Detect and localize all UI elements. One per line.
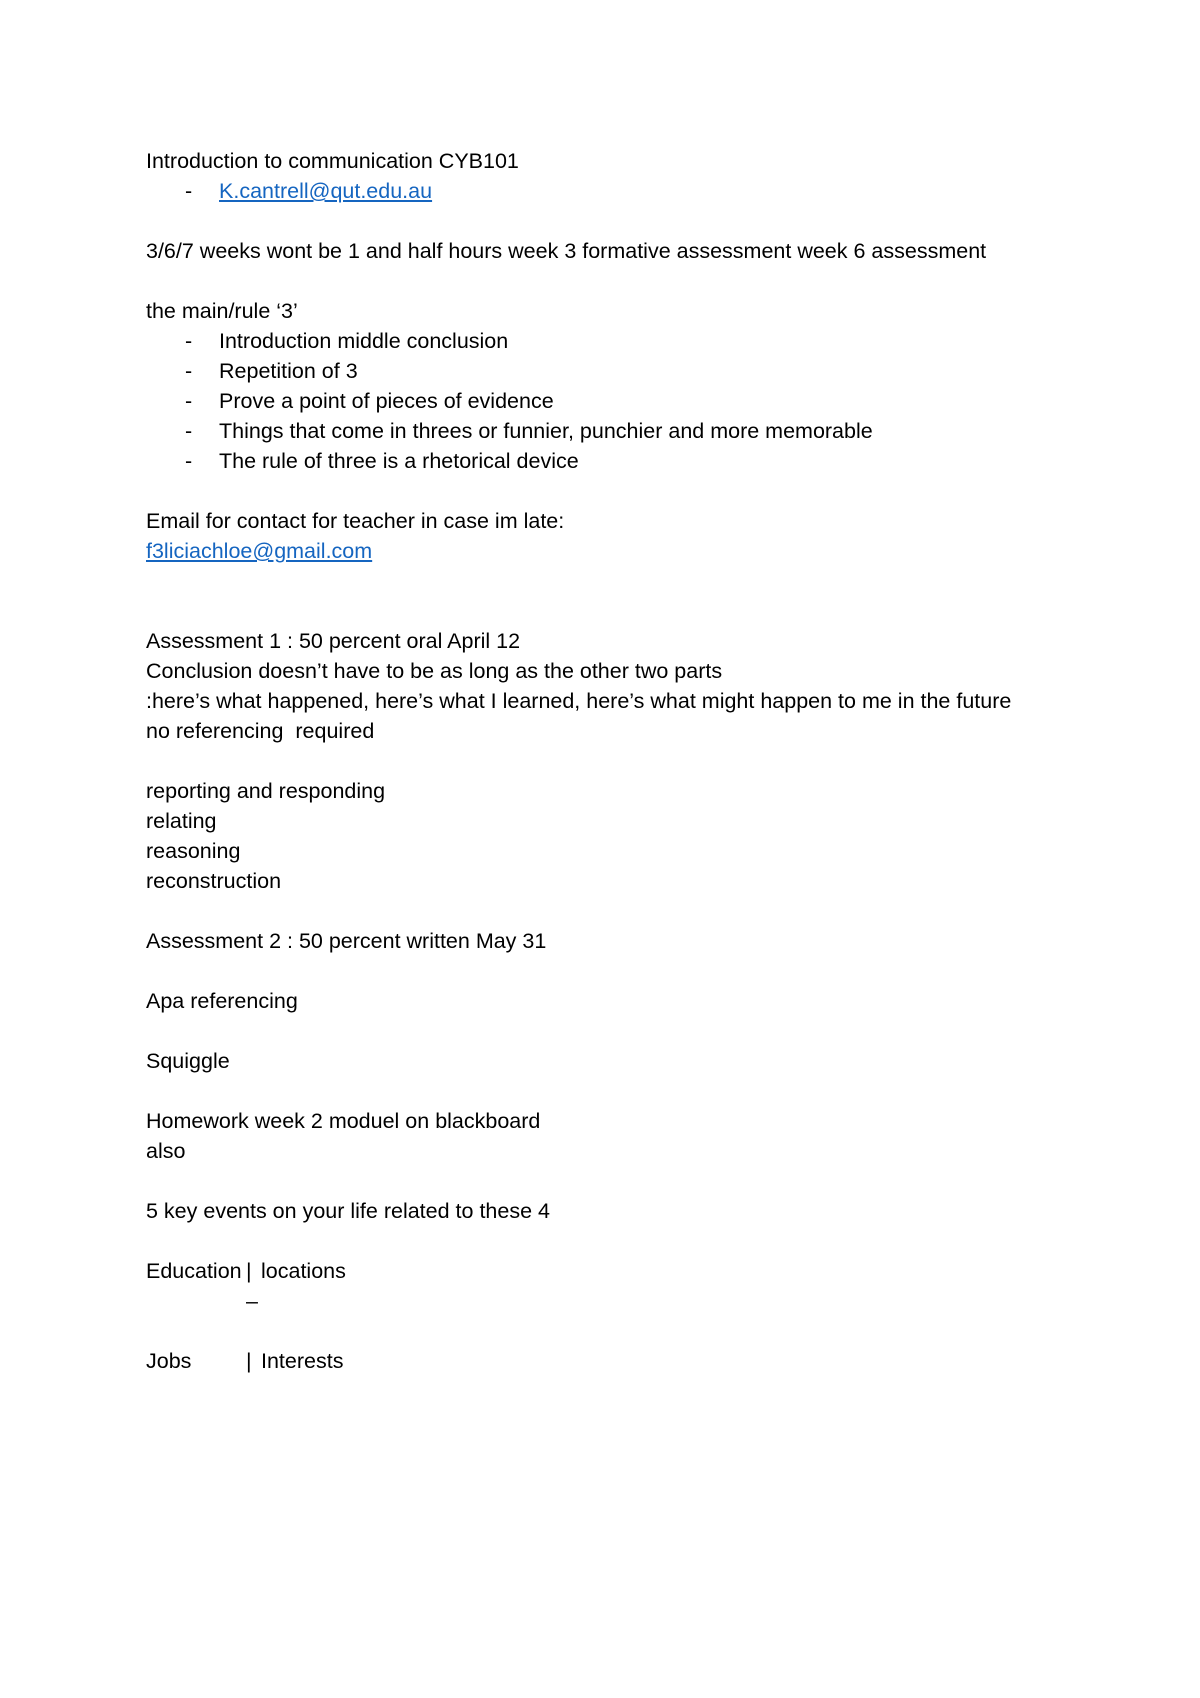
- four-rs-item: reporting and responding: [146, 779, 386, 803]
- list-item-text: Repetition of 3: [219, 359, 358, 383]
- assessment1-heading: Assessment 1 : 50 percent oral April 12: [146, 629, 521, 653]
- list-item: [146, 326, 1086, 356]
- assessment1-line: no referencing required: [146, 719, 375, 743]
- grid-cell-jobs: Jobs: [146, 1349, 192, 1373]
- contact-label: Email for contact for teacher in case im late:: [146, 509, 565, 533]
- list-item-text: Things that come in threes or funnier, punchier and more memorable: [219, 419, 873, 443]
- spacer: [146, 206, 1086, 236]
- list-item-text: The rule of three is a rhetorical device: [219, 449, 579, 473]
- bullet-dash: -: [185, 449, 193, 473]
- spacer: [146, 1316, 1086, 1346]
- homework-line: also: [146, 1139, 186, 1163]
- list-item: [146, 386, 1086, 416]
- spacer: [146, 266, 1086, 296]
- spacer: [146, 1166, 1086, 1196]
- four-rs-item: reasoning: [146, 839, 241, 863]
- grid-row-bottom: [146, 1346, 1086, 1376]
- spacer: [146, 956, 1086, 986]
- bullet-dash: -: [185, 329, 193, 353]
- apa-note: Apa referencing: [146, 989, 298, 1013]
- grid-separator: |: [246, 1349, 252, 1373]
- spacer: [146, 896, 1086, 926]
- spacer: [146, 566, 1086, 596]
- assessment1-line: :here’s what happened, here’s what I learned, here’s what might happen to me in the future: [146, 689, 1012, 713]
- list-item: [146, 416, 1086, 446]
- list-item: [146, 446, 1086, 476]
- homework-line: Homework week 2 moduel on blackboard: [146, 1109, 541, 1133]
- assessment2-heading: Assessment 2 : 50 percent written May 31: [146, 929, 547, 953]
- spacer: [146, 476, 1086, 506]
- teacher-email-link[interactable]: K.cantrell@qut.edu.au: [219, 179, 433, 203]
- grid-divider: –: [246, 1289, 258, 1313]
- contact-email-link[interactable]: f3liciachloe@gmail.com: [146, 539, 373, 563]
- schedule-note: 3/6/7 weeks wont be 1 and half hours week 3 formative assessment week 6 assessment: [146, 239, 987, 263]
- assessment1-line: Conclusion doesn’t have to be as long as the other two parts: [146, 659, 723, 683]
- squiggle-note: Squiggle: [146, 1049, 230, 1073]
- spacer: [146, 1076, 1086, 1106]
- grid-divider-row: [146, 1286, 1086, 1316]
- bullet-dash: -: [185, 419, 193, 443]
- grid-row-top: [146, 1256, 1086, 1286]
- document-body: [146, 146, 1086, 1376]
- four-rs-item: relating: [146, 809, 217, 833]
- list-item: [146, 356, 1086, 386]
- bullet-dash: -: [185, 179, 193, 203]
- spacer: [146, 1016, 1086, 1046]
- grid-cell-interests: Interests: [261, 1349, 344, 1373]
- bullet-dash: -: [185, 359, 193, 383]
- four-rs-item: reconstruction: [146, 869, 282, 893]
- rule-heading: the main/rule ‘3’: [146, 299, 298, 323]
- key-events-note: 5 key events on your life related to these 4: [146, 1199, 550, 1223]
- document-title: Introduction to communication CYB101: [146, 149, 519, 173]
- list-item-text: Prove a point of pieces of evidence: [219, 389, 554, 413]
- contact-email-line: [146, 536, 1086, 566]
- list-item-text: Introduction middle conclusion: [219, 329, 509, 353]
- bullet-dash: -: [185, 389, 193, 413]
- spacer: [146, 596, 1086, 626]
- spacer: [146, 1226, 1086, 1256]
- spacer: [146, 746, 1086, 776]
- grid-cell-education: Education: [146, 1259, 242, 1283]
- grid-cell-locations: locations: [261, 1259, 346, 1283]
- grid-separator: |: [246, 1259, 252, 1283]
- teacher-email-item: [146, 176, 1086, 206]
